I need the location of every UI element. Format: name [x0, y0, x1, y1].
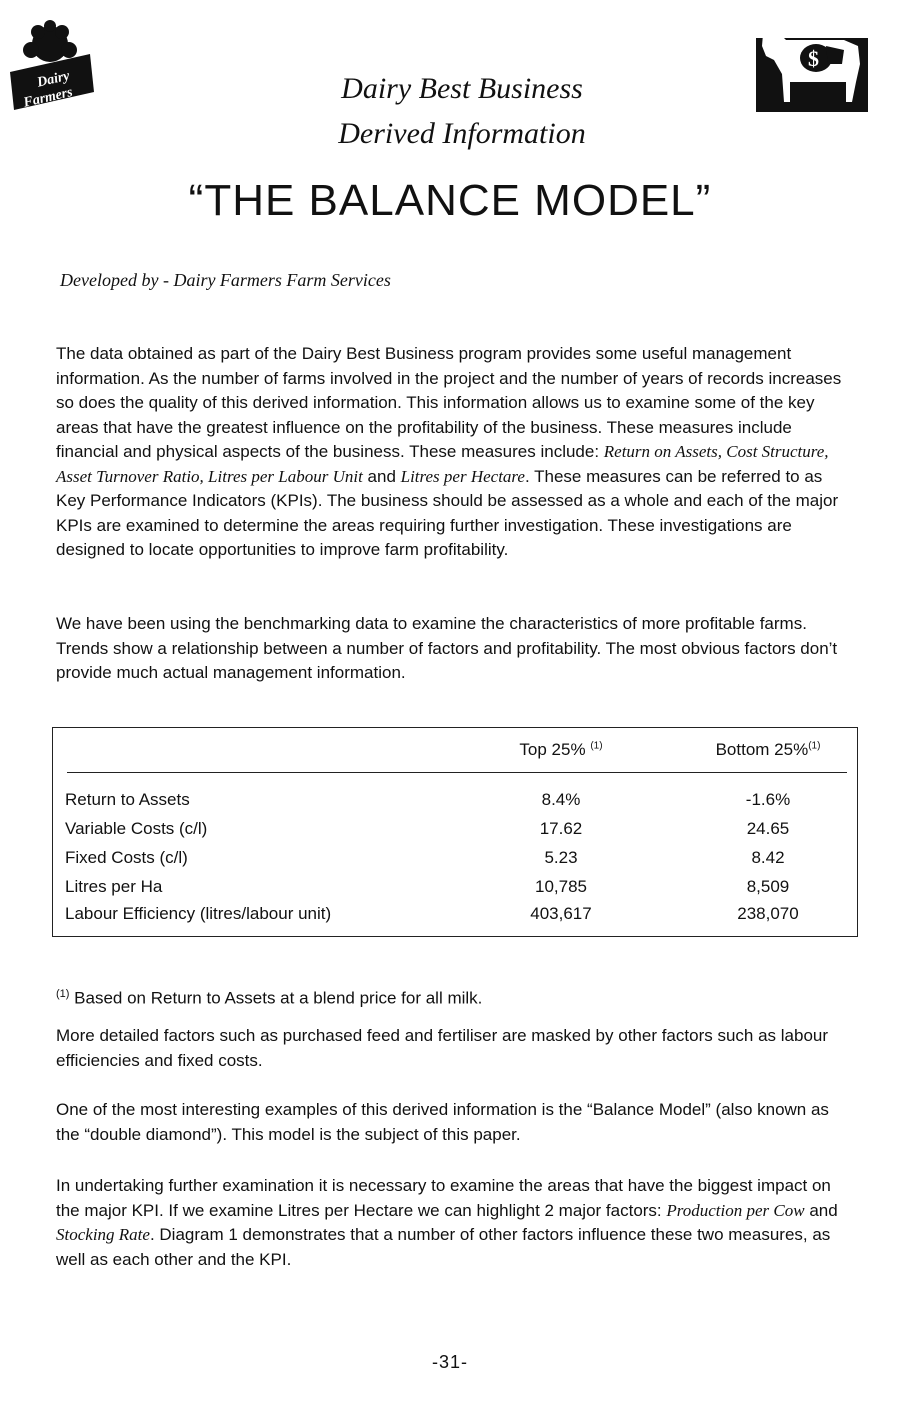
header-line-2: Derived Information — [338, 117, 586, 150]
row-top-value: 5.23 — [544, 848, 578, 867]
row-top-value: 17.62 — [539, 819, 583, 838]
table-row — [53, 904, 859, 933]
row-bottom-value: 238,070 — [737, 904, 799, 923]
p1-text-a: The data obtained as part of the Dairy Best Business program provides some useful management information. As the number of farms involved in the project and the number of years of records increases so does the quality of this derived information. This information allows us to examine some of the key areas that have the greatest influence on the profitability of the business. These measures include financial and physical aspects of the business. These measures include: — [56, 344, 842, 461]
developed-by: Developed by - Dairy Farmers Farm Services — [60, 270, 391, 290]
column-header-bottom: Bottom 25%$^{(1)}$ — [715, 740, 821, 759]
row-label: Variable Costs (c/l) — [65, 819, 208, 838]
row-label: Return to Assets — [65, 790, 190, 809]
p1-text-b: and — [362, 466, 401, 486]
row-bottom-value: 24.65 — [746, 819, 790, 838]
row-bottom-value: -1.6% — [745, 790, 791, 809]
paragraph-balance-model: One of the most interesting examples of this derived information is the “Balance Model” (also known as the “double diamond”). This model is the subject of this paper. — [56, 1100, 829, 1144]
table-header-rule — [67, 772, 847, 773]
row-label: Litres per Ha — [65, 877, 163, 896]
paragraph-detailed-factors: More detailed factors such as purchased feed and fertiliser are masked by other factors such as labour efficiencies and fixed costs. — [56, 1026, 829, 1070]
row-bottom-value: 8,509 — [746, 877, 790, 896]
table-row — [53, 848, 859, 877]
row-top-value: 8.4% — [541, 790, 581, 809]
paragraph-further-examination — [56, 1174, 852, 1272]
row-bottom-value: 8.42 — [751, 848, 785, 867]
row-top-value: 10,785 — [535, 877, 587, 896]
p1-emphasis-2: Litres per Hectare — [400, 466, 525, 486]
p1-emphasis-1: Return on Assets, Cost Structure, Asset Turnover Ratio, Litres per Labour Unit — [56, 442, 829, 486]
table-row — [53, 819, 859, 848]
p1-text-c: . These measures can be referred to as Key Performance Indicators (KPIs). The business should be assessed as a whole and each of the major KPIs are examined to determine the areas requiring further investigation. These investigations are designed to locate opportunities to improve farm profitability. — [56, 466, 839, 559]
footnote-text: Based on Return to Assets at a blend price for all milk. — [69, 988, 483, 1008]
row-label: Fixed Costs (c/l) — [65, 848, 188, 867]
table-row — [53, 877, 859, 906]
footnote-marker: (1) — [56, 988, 70, 1000]
paragraph-benchmarking: We have been using the benchmarking data to examine the characteristics of more profitable farms. Trends show a relationship between a number of factors and profitability. The most obvious factors don’t provide much actual management information. — [56, 614, 838, 682]
header-line-1: Dairy Best Business — [341, 72, 583, 105]
page-title: “THE BALANCE MODEL” — [188, 176, 712, 225]
p6-emphasis-1: Production per Cow — [666, 1200, 805, 1220]
column-header-top: Top 25% $^{(1)}$ — [519, 740, 603, 759]
row-label: Labour Efficiency (litres/labour unit) — [65, 904, 332, 923]
kpi-table — [52, 727, 858, 937]
dollar-icon: $ — [808, 46, 819, 71]
paragraph-intro — [56, 342, 852, 563]
p6-text-c: . Diagram 1 demonstrates that a number of other factors influence these two measures, as well as each other and the KPI. — [56, 1225, 831, 1269]
logo-text-dairy: Dairy — [35, 68, 72, 91]
page-number: -31- — [431, 1352, 468, 1372]
logo-text-farmers: Farmers — [22, 84, 75, 111]
row-top-value: 403,617 — [530, 904, 592, 923]
p6-text-b: and — [804, 1200, 838, 1220]
table-row — [53, 790, 859, 819]
p6-emphasis-2: Stocking Rate — [56, 1225, 150, 1244]
p6-text-a: In undertaking further examination it is necessary to examine the areas that have the biggest impact on the major KPI. If we examine Litres per Hectare we can highlight 2 major factors: — [56, 1176, 831, 1220]
table-footnote — [56, 982, 852, 1011]
